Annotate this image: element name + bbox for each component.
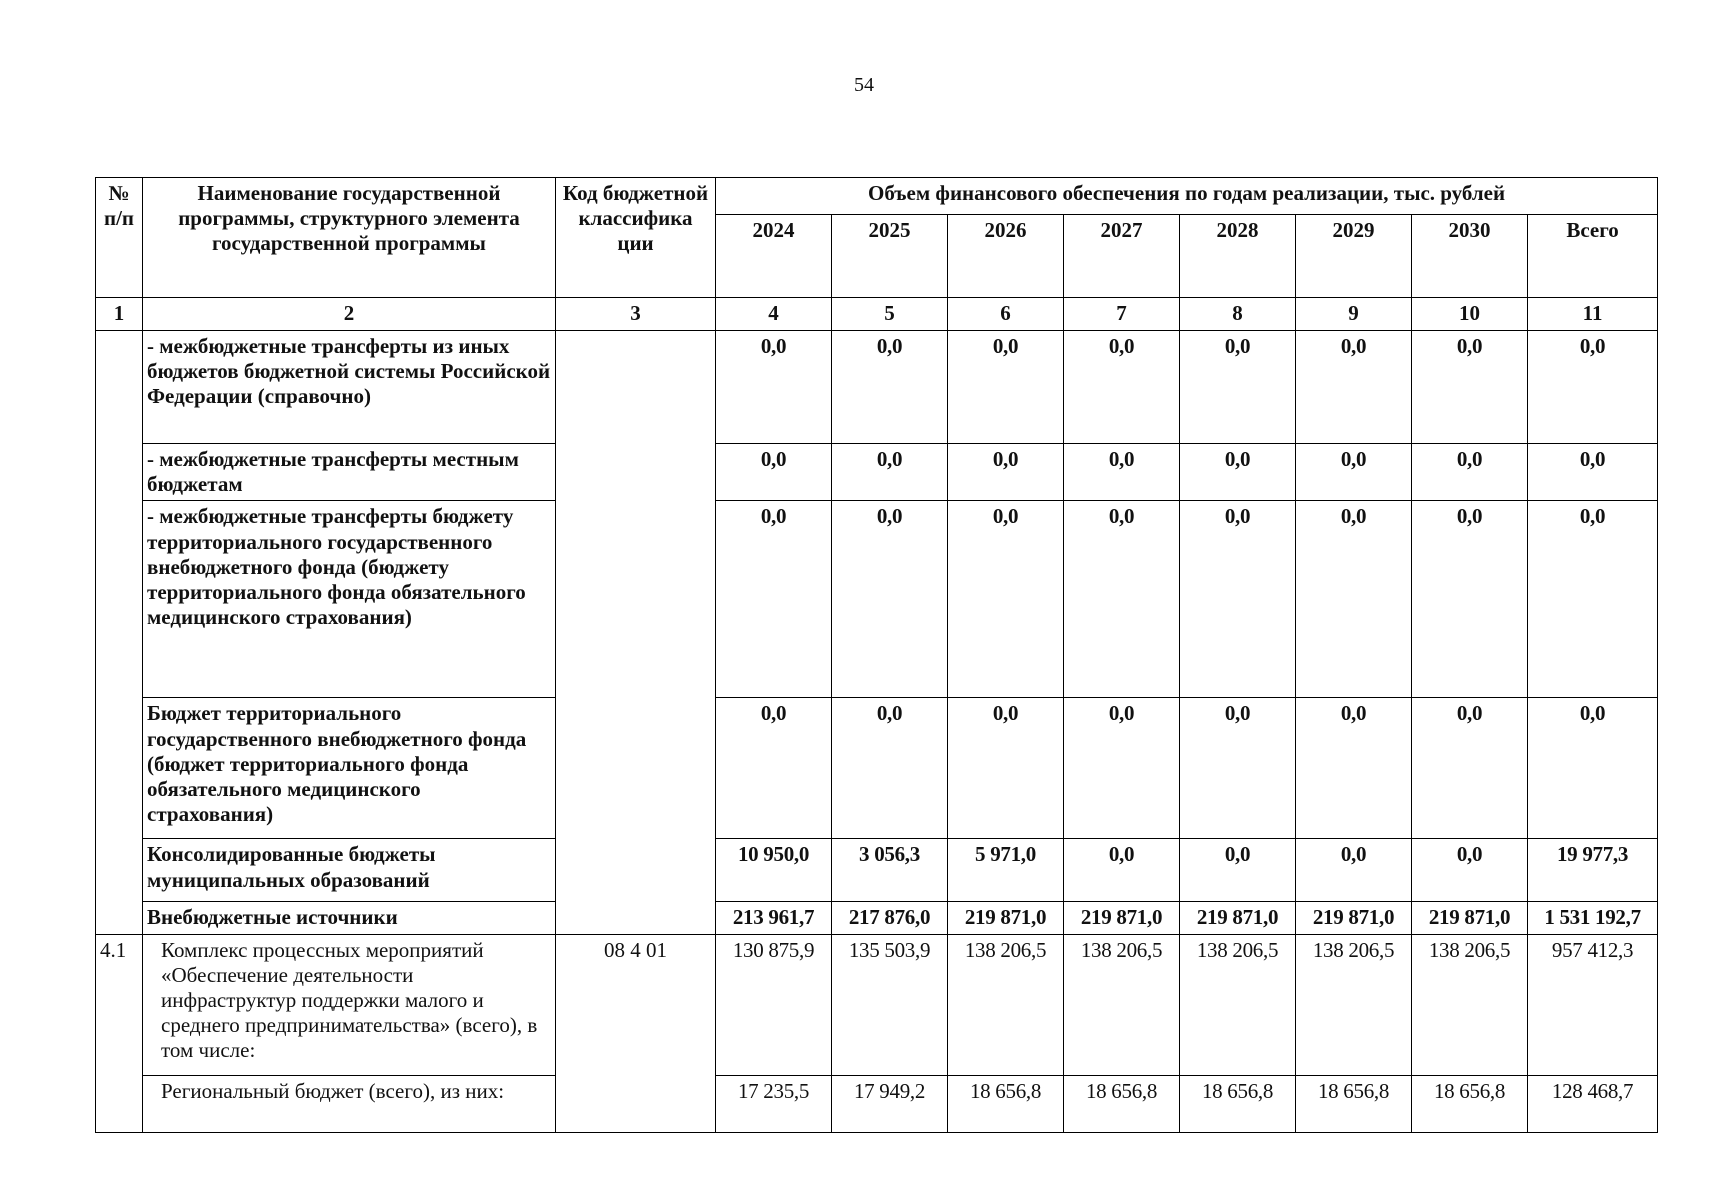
- value-cell: 135 503,9: [832, 934, 948, 1075]
- table-row: [96, 902, 1658, 934]
- value-cell: 18 656,8: [1064, 1075, 1180, 1132]
- row-name: Консолидированные бюджеты муниципальных образований: [143, 839, 556, 902]
- table-row: [96, 934, 1658, 1075]
- value-cell: 0,0: [1064, 444, 1180, 501]
- budget-table: [95, 177, 1658, 1133]
- page-number: 54: [854, 74, 874, 96]
- header-year: 2027: [1064, 215, 1180, 298]
- row-name: Региональный бюджет (всего), из них:: [143, 1075, 556, 1132]
- value-cell: 0,0: [1412, 698, 1528, 839]
- value-cell: 0,0: [1064, 698, 1180, 839]
- column-number: 5: [832, 298, 948, 331]
- column-number: 3: [556, 298, 716, 331]
- header-year: 2026: [948, 215, 1064, 298]
- column-number: 1: [96, 298, 143, 331]
- table-row: [96, 1075, 1658, 1132]
- value-cell: 0,0: [1528, 444, 1658, 501]
- value-cell: 0,0: [716, 331, 832, 444]
- value-cell: 0,0: [948, 501, 1064, 698]
- value-cell: 0,0: [1180, 444, 1296, 501]
- value-cell: 138 206,5: [1296, 934, 1412, 1075]
- value-cell: 130 875,9: [716, 934, 832, 1075]
- value-cell: 0,0: [1412, 444, 1528, 501]
- row-name: - межбюджетные трансферты местным бюджетам: [143, 444, 556, 501]
- value-cell: 219 871,0: [1180, 902, 1296, 934]
- column-numbers-row: [96, 298, 1658, 331]
- value-cell: 0,0: [832, 501, 948, 698]
- value-cell: 0,0: [716, 444, 832, 501]
- header-num: № п/п: [96, 178, 143, 298]
- header-code: Код бюджетной классифика ции: [556, 178, 716, 298]
- value-cell: 138 206,5: [1412, 934, 1528, 1075]
- column-number: 2: [143, 298, 556, 331]
- value-cell: 0,0: [1412, 501, 1528, 698]
- value-cell: 219 871,0: [1296, 902, 1412, 934]
- value-cell: 0,0: [1180, 501, 1296, 698]
- column-number: 4: [716, 298, 832, 331]
- value-cell: 0,0: [1064, 331, 1180, 444]
- value-cell: 0,0: [832, 331, 948, 444]
- value-cell: 0,0: [1296, 331, 1412, 444]
- column-number: 11: [1528, 298, 1658, 331]
- value-cell: 219 871,0: [948, 902, 1064, 934]
- value-cell: 18 656,8: [948, 1075, 1064, 1132]
- row-name: - межбюджетные трансферты из иных бюджетов бюджетной системы Российской Федерации (справочно): [143, 331, 556, 444]
- header-year: 2029: [1296, 215, 1412, 298]
- header-year: 2025: [832, 215, 948, 298]
- column-number: 8: [1180, 298, 1296, 331]
- row-code-cell: [556, 331, 716, 935]
- value-cell: 0,0: [1064, 501, 1180, 698]
- value-cell: 0,0: [1180, 331, 1296, 444]
- value-cell: 0,0: [832, 444, 948, 501]
- value-cell: 18 656,8: [1412, 1075, 1528, 1132]
- value-cell: 0,0: [1412, 331, 1528, 444]
- table-row: [96, 698, 1658, 839]
- value-cell: 19 977,3: [1528, 839, 1658, 902]
- row-num-cell: [96, 331, 143, 935]
- header-year: 2030: [1412, 215, 1528, 298]
- row-name: - межбюджетные трансферты бюджету территориального государственного внебюджетного фонда (бюджету территориального фонда обязательного медицинского страхования): [143, 501, 556, 698]
- value-cell: 0,0: [948, 331, 1064, 444]
- value-cell: 0,0: [948, 444, 1064, 501]
- value-cell: 0,0: [1296, 444, 1412, 501]
- value-cell: 0,0: [1528, 501, 1658, 698]
- row-num: 4.1: [96, 934, 143, 1132]
- header-total: Всего: [1528, 215, 1658, 298]
- value-cell: 219 871,0: [1412, 902, 1528, 934]
- header-year: 2028: [1180, 215, 1296, 298]
- value-cell: 17 235,5: [716, 1075, 832, 1132]
- header-year: 2024: [716, 215, 832, 298]
- row-name: Комплекс процессных мероприятий «Обеспечение деятельности инфраструктур поддержки малого и среднего предпринимательства» (всего), в том числе:: [143, 934, 556, 1075]
- value-cell: 0,0: [832, 698, 948, 839]
- row-name: Внебюджетные источники: [143, 902, 556, 934]
- value-cell: 0,0: [1412, 839, 1528, 902]
- value-cell: 213 961,7: [716, 902, 832, 934]
- value-cell: 128 468,7: [1528, 1075, 1658, 1132]
- value-cell: 5 971,0: [948, 839, 1064, 902]
- value-cell: 18 656,8: [1296, 1075, 1412, 1132]
- header-name: Наименование государственной программы, структурного элемента государственной программы: [143, 178, 556, 298]
- table-row: [96, 839, 1658, 902]
- value-cell: 0,0: [1064, 839, 1180, 902]
- value-cell: 138 206,5: [1064, 934, 1180, 1075]
- table-row: [96, 501, 1658, 698]
- value-cell: 0,0: [716, 501, 832, 698]
- value-cell: 0,0: [1296, 839, 1412, 902]
- value-cell: 0,0: [716, 698, 832, 839]
- column-number: 6: [948, 298, 1064, 331]
- value-cell: 3 056,3: [832, 839, 948, 902]
- value-cell: 0,0: [948, 698, 1064, 839]
- value-cell: 0,0: [1528, 698, 1658, 839]
- value-cell: 10 950,0: [716, 839, 832, 902]
- value-cell: 0,0: [1528, 331, 1658, 444]
- value-cell: 17 949,2: [832, 1075, 948, 1132]
- value-cell: 138 206,5: [1180, 934, 1296, 1075]
- row-code: 08 4 01: [556, 934, 716, 1132]
- header-volume: Объем финансового обеспечения по годам реализации, тыс. рублей: [716, 178, 1658, 215]
- value-cell: 18 656,8: [1180, 1075, 1296, 1132]
- value-cell: 0,0: [1180, 839, 1296, 902]
- column-number: 7: [1064, 298, 1180, 331]
- value-cell: 957 412,3: [1528, 934, 1658, 1075]
- column-number: 10: [1412, 298, 1528, 331]
- value-cell: 0,0: [1180, 698, 1296, 839]
- column-number: 9: [1296, 298, 1412, 331]
- value-cell: 0,0: [1296, 698, 1412, 839]
- table-row: [96, 444, 1658, 501]
- value-cell: 1 531 192,7: [1528, 902, 1658, 934]
- value-cell: 219 871,0: [1064, 902, 1180, 934]
- row-name: Бюджет территориального государственного внебюджетного фонда (бюджет территориального фонда обязательного медицинского страхования): [143, 698, 556, 839]
- table-row: [96, 331, 1658, 444]
- value-cell: 217 876,0: [832, 902, 948, 934]
- value-cell: 0,0: [1296, 501, 1412, 698]
- value-cell: 138 206,5: [948, 934, 1064, 1075]
